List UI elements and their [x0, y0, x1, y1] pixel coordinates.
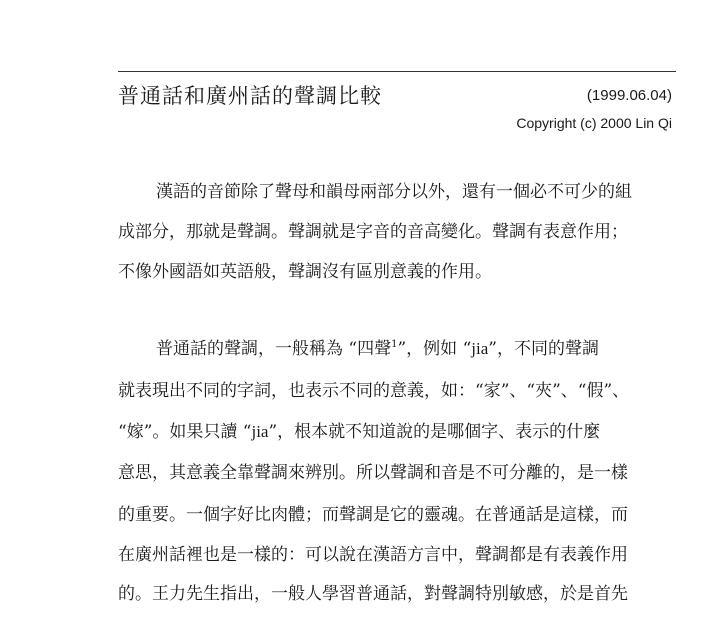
- footnote-mark: 1: [391, 339, 398, 350]
- paragraph1-line3: 不像外國語如英語般，聲調沒有區別意義的作用。: [118, 262, 492, 282]
- paragraph2-line4: 意思，其意義全靠聲調來辨別。所以聲調和音是不可分離的，是一樣: [118, 463, 628, 483]
- paragraph2-line2: 就表現出不同的字詞，也表示不同的意義，如：“家”、“夾”、“假”、: [118, 381, 630, 401]
- paragraph2-line3-text-b: ”，根本就不知道說的是哪個字、表示的什麼: [268, 422, 601, 442]
- paragraph2-line7: 的。王力先生指出，一般人學習普通話，對聲調特別敏感，於是首先: [118, 584, 628, 604]
- paragraph1-line2: 成部分，那就是聲調。聲調就是字音的音高變化。聲調有表意作用；: [118, 222, 628, 242]
- paragraph2-line1-text-c: ”，不同的聲調: [488, 339, 599, 359]
- paragraph2-line3: [118, 420, 600, 444]
- paragraph2-line1-text-b: ”，例如 “: [397, 339, 472, 359]
- copyright-notice: Copyright (c) 2000 Lin Qi: [516, 115, 672, 131]
- pinyin-jia: jia: [471, 339, 489, 358]
- paragraph2-line3-text-a: “嫁”。如果只讀 “: [118, 422, 252, 442]
- document-title: 普通話和廣州話的聲調比較: [118, 84, 382, 108]
- header-rule: [118, 71, 676, 72]
- paragraph2-line5: 的重要。一個字好比肉體；而聲調是它的靈魂。在普通話是這樣，而: [118, 505, 628, 525]
- paragraph2-line1: [156, 337, 599, 361]
- paragraph2-line1-text-a: 普通話的聲調，一般稱為 “四聲: [156, 339, 392, 359]
- pinyin-jia: jia: [251, 422, 269, 441]
- document-date: (1999.06.04): [586, 87, 672, 104]
- paragraph1-line1: 漢語的音節除了聲母和韻母兩部分以外，還有一個必不可少的組: [156, 182, 632, 202]
- paragraph2-line6: 在廣州話裡也是一樣的：可以說在漢語方言中，聲調都是有表義作用: [118, 545, 628, 565]
